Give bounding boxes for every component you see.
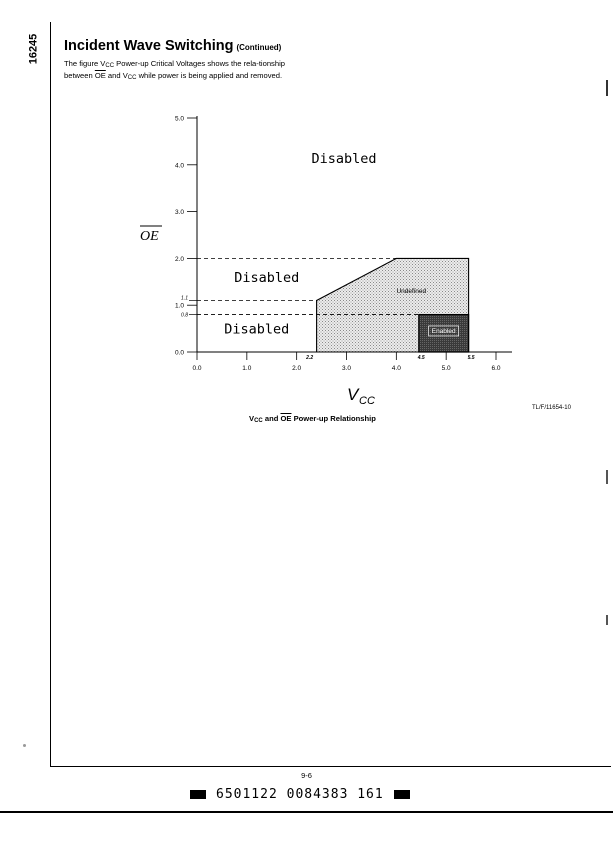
figure-reference-code: TL/F/11654-10: [532, 405, 571, 411]
caption-subscript: CC: [254, 418, 263, 424]
x-tick-label: 4.0: [391, 365, 401, 372]
y-tick-label: 2.0: [174, 255, 184, 263]
x-tick-label: 1.0: [242, 365, 252, 372]
scan-mark: [606, 80, 608, 96]
intro-oe: $\overline{OE}$: [94, 71, 106, 80]
x-minor-tick-label: 2.2: [306, 355, 314, 361]
heading-continued: (Continued): [236, 43, 282, 52]
y-minor-tick-label: 0.8: [181, 312, 188, 319]
figure-caption: [249, 414, 376, 424]
x-tick-label: 5.0: [441, 365, 451, 372]
caption-oe: $\overline{OE}$: [280, 414, 292, 423]
region-label: Disabled: [234, 270, 300, 287]
scan-speck: [23, 744, 26, 747]
intro-subscript: CC: [127, 75, 137, 81]
intro-subscript: CC: [105, 63, 115, 69]
intro-text: and V: [105, 71, 128, 80]
x-tick-label: 3.0: [341, 365, 352, 372]
x-minor-tick-label: 5.5: [467, 355, 475, 361]
barcode-block: [190, 790, 206, 799]
page-bottom-rule: [0, 811, 613, 813]
caption-text: V: [249, 414, 255, 423]
y-tick-label: 4.0: [174, 162, 184, 170]
y-tick-label: 3.0: [174, 209, 184, 217]
document-id-text: 16245: [27, 33, 39, 65]
x-tick-label: 6.0: [491, 365, 501, 372]
region-label: Disabled: [224, 321, 290, 338]
y-axis-title: OE: [140, 229, 159, 244]
x-axis-title: V: [347, 385, 359, 404]
x-tick-label: 2.0: [292, 365, 302, 372]
x-minor-tick-label: 4.5: [417, 355, 425, 361]
barcode-block: [394, 790, 410, 799]
region-label: Disabled: [311, 150, 377, 167]
y-tick-label: 5.0: [174, 115, 184, 123]
x-tick-label: 0.0: [192, 365, 202, 372]
caption-text: Power-up Relationship: [291, 414, 376, 423]
y-tick-label: 0.0: [174, 349, 184, 357]
heading-title: Incident Wave Switching: [64, 38, 234, 54]
y-tick-label: 1.0: [174, 302, 184, 310]
intro-paragraph: [64, 59, 304, 83]
frame-bottom-rule: [50, 766, 611, 767]
region-label: Enabled: [431, 327, 456, 335]
intro-text: Power-up Critical Voltages shows the rela-tionship between: [64, 59, 285, 80]
page-number: 9-6: [301, 771, 312, 780]
barcode: [190, 786, 410, 802]
scan-mark: [606, 615, 608, 625]
y-minor-tick-label: 1.1: [181, 295, 188, 302]
intro-text: The figure V: [64, 59, 106, 68]
scan-mark: [606, 470, 608, 484]
barcode-text: 6501122 0084383 161: [216, 786, 384, 802]
power-up-chart: [130, 108, 520, 428]
region-label: Undefined: [396, 288, 427, 296]
section-heading: [64, 37, 281, 55]
frame-left-rule: [50, 22, 51, 766]
document-id: [22, 26, 44, 72]
caption-text: and: [262, 414, 281, 423]
intro-text: while power is being applied and removed.: [136, 71, 283, 80]
x-axis-title-subscript: CC: [359, 395, 375, 407]
